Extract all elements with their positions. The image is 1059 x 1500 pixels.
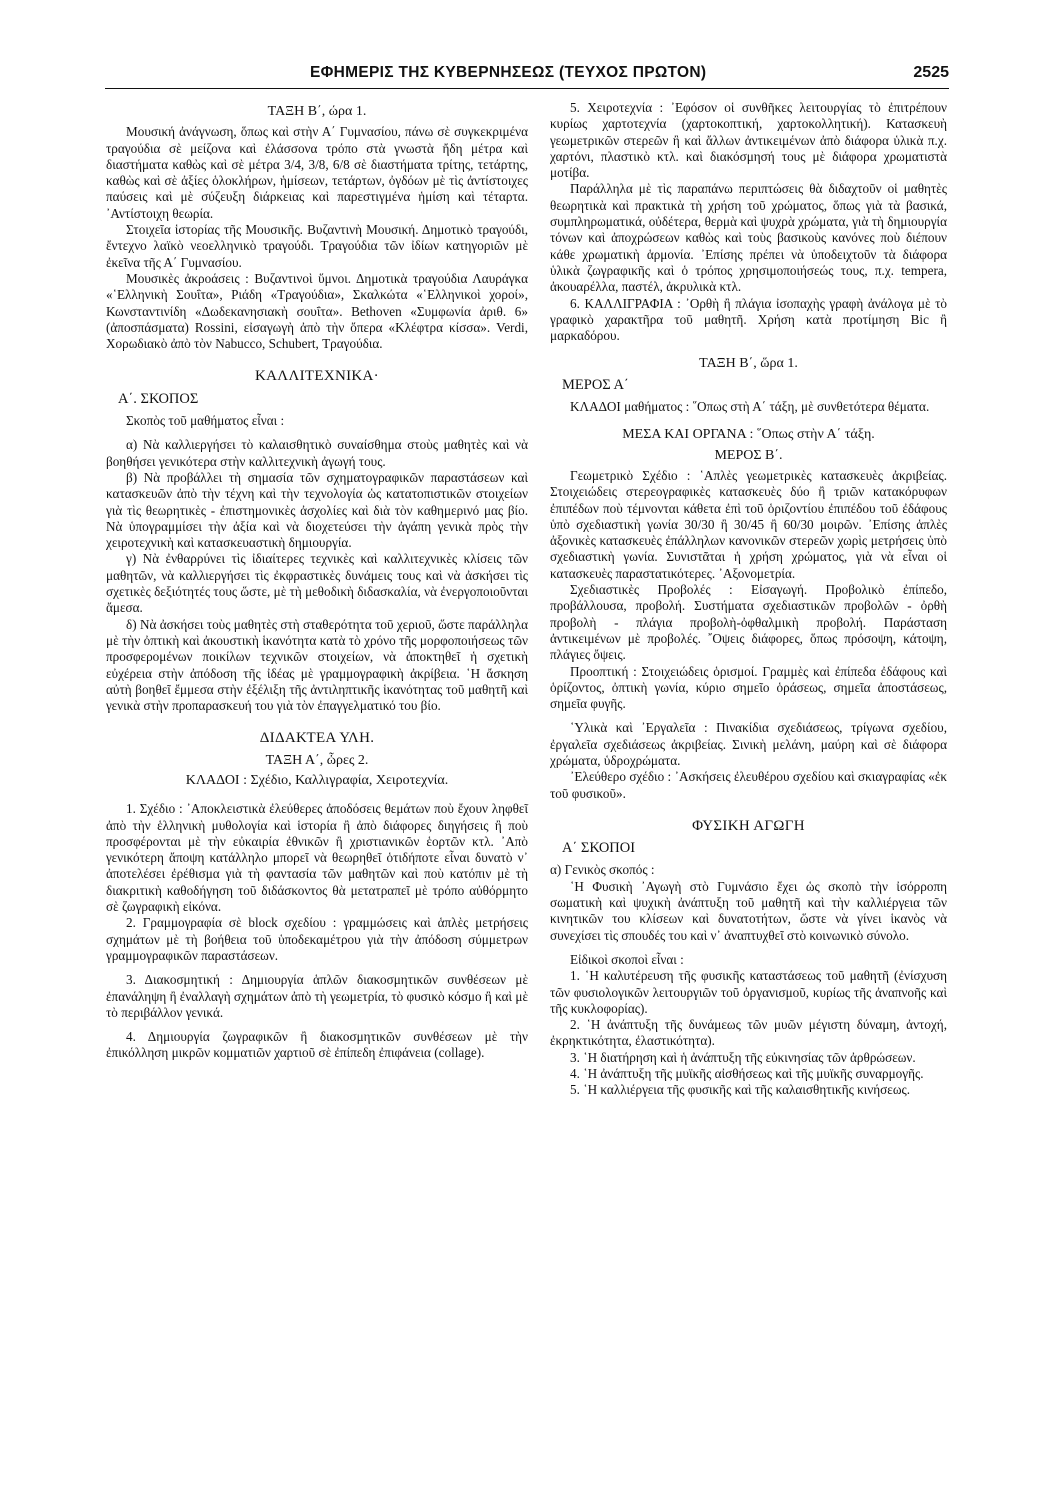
section-heading-didaktea: ΔΙΔΑΚΤΕΑ ΥΛΗ. <box>259 730 375 747</box>
list-item: 5. Χειροτεχνία : ᾽Εφόσον οἱ συνθῆκες λειτουργίας τὸ ἐπιτρέπουν κυρίως χαρτοτεχνία (χαρτοκοπτική, χαρτοκολλητική). Κατασκευὴ γεωμετρικῶν στερεῶν ἢ καὶ ἄλλων ἀντικειμένων ἀπὸ διάφορα ὑλικὰ π.χ. χαρτόνι, πλαστικὸ κτλ. καὶ διακόσμησή τους μὲ διάφορα χρωματιστὰ μοτίβα. <box>550 100 947 181</box>
paragraph: Παράλληλα μὲ τὶς παραπάνω περιπτώσεις θὰ διδαχτοῦν οἱ μαθητὲς θεωρητικὰ καὶ πρακτικὰ τὴ χρήση τοῦ χρώματος, ὅπως γιὰ τὰ βασικά, συμπληρωματικά, οὐδέτερα, θερμὰ καὶ ψυχρὰ χρώματα, γιὰ τὴ δημιουργία τόνων καὶ ἀποχρώσεων καθὼς καὶ τοὺς βασικοὺς κανόνες ποὺ διέπουν κάθε χρωματικὴ ἁρμονία. ᾽Επίσης πρέπει νὰ ὑποδειχτοῦν τὰ διάφορα ὑλικὰ ζωγραφικῆς καὶ ὁ τρόπος χρησιμοποιήσεώς τους, π.χ. tempera, ἀκουαρέλλα, παστέλ, ἀκρυλικὰ κτλ. <box>550 181 947 295</box>
page-header <box>70 60 949 88</box>
heading-meros-a: ΜΕΡΟΣ Α΄ <box>562 376 629 393</box>
list-item: 3. ῾Η διατήρηση καὶ ἡ ἀνάπτυξη τῆς εὐκινησίας τῶν ἀρθρώσεων. <box>570 1049 916 1065</box>
paragraph: α) Γενικὸς σκοπός : <box>550 862 655 878</box>
paragraph: ῾Η Φυσικὴ ᾽Αγωγὴ στὸ Γυμνάσιο ἔχει ὡς σκοπὸ τὴν ἰσόρροπη σωματικὴ καὶ ψυχικὴ ἀνάπτυξη τοῦ μαθητῆ καὶ τὴν καλλιέργεια τῶν κινητικῶν του κλίσεων καὶ δυνατοτήτων, ὥστε νὰ γίνει ἱκανὸς νὰ συνεχίσει τὶς σπουδές του καὶ ν᾽ ἀναπτυχθεῖ στὸ κοινωνικὸ σύνολο. <box>550 878 947 943</box>
subheading-skopoi: Α΄ ΣΚΟΠΟΙ <box>562 840 636 857</box>
paragraph: Μουσικὲς ἀκροάσεις : Βυζαντινοὶ ὕμνοι. Δημοτικὰ τραγούδια Λαυράγκα «῾Ελληνικὴ Σουΐτα», Ριάδη «Τραγούδια», Σκαλκώτα «῾Ελληνικοὶ χοροί», Κωνσταντινίδη «Δωδεκανησιακὴ σουΐτα». Bethoven «Συμφωνία ἀριθ. 6» (ἀποσπάσματα) Rossini, εἰσαγωγὴ ἀπὸ τὴν ὄπερα «Κλέφτρα κίσσα». Verdi, Χορωδιακὸ ἀπὸ τὸν Nabucco, Schubert, Τραγούδια. <box>106 270 528 352</box>
list-item: 2. Γραμμογραφία σὲ block σχεδίου : γραμμώσεις καὶ ἁπλὲς μετρήσεις σχημάτων μὲ τὴ βοήθεια τοῦ ὑποδεκαμέτρου γιὰ τὴν ἀπόδοση σύμμετρων γραμμογραφικῶν παραστάσεων. <box>106 915 528 963</box>
heading-taxi-a: ΤΑΞΗ Α΄, ὧρες 2. <box>265 752 369 768</box>
list-item: 6. ΚΑΛΛΙΓΡΑΦΙΑ : ᾽Ορθὴ ἢ πλάγια ἰσοπαχὴς γραφὴ ἀνάλογα μὲ τὸ γραφικὸ χαρακτῆρα τοῦ μαθητῆ. Χρήση κατὰ προτίμηση Bic ἢ μαρκαδόρου. <box>550 295 947 344</box>
paragraph: ᾽Ελεύθερο σχέδιο : ᾽Ασκήσεις ἐλευθέρου σχεδίου καὶ σκιαγραφίας «ἐκ τοῦ φυσικοῦ». <box>550 769 947 801</box>
paragraph: Σκοπὸς τοῦ μαθήματος εἶναι : <box>126 413 285 429</box>
list-item: β) Νὰ προβάλλει τὴ σημασία τῶν σχηματογραφικῶν παραστάσεων καὶ κατασκευῶν ἀπὸ τὴν τέχνη καὶ τὴν τεχνολογία ὡς κατατοπιστικῶν στοιχείων γιὰ τὶς θεωρητικὲς - ἐπιστημονικὲς ἀσχολίες καὶ διὰ τὸν καθημερινό μας βίο. Νὰ ὑπογραμμίσει τὴν ἀξία καὶ νὰ διοχετεύσει τὴν ἀγάπη γενικὰ πρὸς τὴν χειροτεχνικὴ καὶ κατασκευαστικὴ δημιουργία. <box>106 469 528 551</box>
header-rule <box>105 88 949 89</box>
right-column <box>550 100 947 1099</box>
paragraph: ῾Υλικὰ καὶ ᾽Εργαλεῖα : Πινακίδια σχεδιάσεως, τρίγωνα σχεδίου, ἐργαλεῖα σχεδιάσεως ἀκριβείας. Σινικὴ μελάνη, μαύρη καὶ σὲ διάφορα χρώματα, ὑδροχρώματα. <box>550 720 947 768</box>
subheading-skopos: Α΄. ΣΚΟΠΟΣ <box>118 390 199 407</box>
list-item: γ) Νὰ ἐνθαρρύνει τὶς ἰδιαίτερες τεχνικὲς καὶ καλλιτεχνικὲς κλίσεις τῶν μαθητῶν, νὰ καλλιεργήσει τὶς ἐκφραστικὲς δυνάμεις τους καὶ νὰ ἀσκήσει τὶς σχετικὲς δεξιότητές τους ὥστε, μὲ τὴ μεθοδικὴ διδασκαλία, νὰ ἐνεργοποιοῦνται ἄμεσα. <box>106 551 528 616</box>
section-heading-kallitexnika: ΚΑΛΛΙΤΕΧΝΙΚΑ· <box>255 368 379 385</box>
list-item: 4. Δημιουργία ζωγραφικῶν ἢ διακοσμητικῶν συνθέσεων μὲ τὴν ἐπικόλληση μικρῶν κομματιῶν χαρτιοῦ σὲ ἐπίπεδη ἐπιφάνεια (collage). <box>106 1029 528 1061</box>
page-number: 2525 <box>913 64 949 81</box>
list-item: 1. ῾Η καλυτέρευση τῆς φυσικῆς καταστάσεως τοῦ μαθητῆ (ἐνίσχυση τῶν φυσιολογικῶν λειτουργιῶν τοῦ ὀργανισμοῦ, κυρίως τῆς ἀναπνοῆς καὶ τῆς κυκλοφορίας). <box>550 968 947 1016</box>
paragraph: Μουσική ἀνάγνωση, ὅπως καὶ στὴν Α΄ Γυμνασίου, πάνω σὲ συγκεκριμένα τραγούδια σὲ μείζονα καὶ ἐλάσσονα τρόπο στὰ γνωστὰ ἤδη μέτρα καὶ διαστήματα καθὼς καὶ σὲ μέτρα 3/4, 3/8, 6/8 σὲ διαστήματα τρίτης, τετάρτης, καθὼς καὶ σὲ ἀξίες ὁλοκλήρων, ἡμίσεων, τετάρτων, ὀγδόων μὲ τὶς ἀντίστοιχες παύσεις καὶ μὲ σύζευξη διάρκειας καὶ παρεστιγμένα ἡμίση καὶ τέταρτα. ᾽Αντίστοιχη θεωρία. <box>106 124 528 221</box>
list-item: α) Νὰ καλλιεργήσει τὸ καλαισθητικὸ συναίσθημα στοὺς μαθητὲς καὶ νὰ βοηθήσει γενικότερα στὴν καλλιτεχνικὴ ἀγωγή τους. <box>106 437 528 469</box>
paragraph: Γεωμετρικὸ Σχέδιο : ῾Απλὲς γεωμετρικὲς κατασκευὲς ἀκριβείας. Στοιχειώδεις στερεογραφικὲς κατασκευὲς δύο ἢ τριῶν κατακόρυφων ἐπιπέδων ποὺ τέμνονται κάθετα ἐπὶ τοῦ ὁριζοντίου ἐπιπέδου τοῦ ἐδάφους ὑπὸ σχεδιαστικὴ γωνία 30/30 ἢ 30/45 ἢ 60/30 μοιρῶν. ᾽Επίσης ἁπλὲς ἀξονικὲς κατασκευὲς ἐπάλληλων κανονικῶν στερεῶν χωρὶς μετρήσεις ὑπὸ σχεδιαστικὴ γωνία. Συνιστᾶται ἡ χρήση χρώματος, γιὰ νὰ εἶναι οἱ κατασκευὲς παραστατικότερες. ᾽Αξονομετρία. <box>550 467 947 581</box>
heading-taxi-b-music: ΤΑΞΗ Β΄, ώρα 1. <box>267 104 367 119</box>
list-item: 5. ῾Η καλλιέργεια τῆς φυσικῆς καὶ τῆς καλαισθητικῆς κινήσεως. <box>570 1082 911 1098</box>
section-heading-fysiki-agogi: ΦΥΣΙΚΗ ΑΓΩΓΗ <box>692 817 805 834</box>
paragraph: ΚΛΑΔΟΙ μαθήματος : ῞Οπως στὴ Α΄ τάξη, μὲ συνθετότερα θέματα. <box>570 399 930 415</box>
paragraph: Στοιχεῖα ἱστορίας τῆς Μουσικῆς. Βυζαντινὴ Μουσική. Δημοτικὸ τραγούδι, ἔντεχνο λαϊκὸ νεοελληνικὸ τραγούδι. Τραγούδια τῶν ἰδίων κατηγοριῶν μὲ ἐκεῖνα τῆς Α΄ Γυμνασίου. <box>106 222 528 270</box>
paragraph: Σχεδιαστικὲς Προβολές : Εἰσαγωγή. Προβολικὸ ἐπίπεδο, προβάλλουσα, προβολή. Συστήματα σχεδιαστικῶν προβολῶν - ὀρθὴ προβολὴ - πλάγια προβολὴ-ὀφθαλμικὴ προβολή. Παράσταση ἀντικειμένων μὲ προβολές. ῎Οψεις διάφορες, ὅπως πρόσοψη, κάτοψη, πλάγιες ὄψεις. <box>550 582 947 663</box>
left-column <box>106 100 528 1062</box>
list-item: 4. ῾Η ἀνάπτυξη τῆς μυϊκῆς αἰσθήσεως καὶ τῆς μυϊκῆς συναρμογῆς. <box>570 1066 924 1082</box>
list-item: 2. ῾Η ἀνάπτυξη τῆς δυνάμεως τῶν μυῶν μέγιστη δύναμη, ἀντοχή, ἐκρηκτικότητα, ἐλαστικότητα). <box>550 1017 947 1049</box>
list-item: 1. Σχέδιο : ᾽Αποκλειστικὰ ἐλεύθερες ἀποδόσεις θεμάτων ποὺ ἔχουν ληφθεῖ ἀπὸ τὴν ἑλληνικὴ μυθολογία καὶ ἱστορία ἢ ἀπὸ διάφορες διηγήσεις ἢ ποὺ προσφέρονται μὲ τὴν εὐκαιρία ἐθνικῶν ἢ χριστιανικῶν ἑορτῶν κτλ. ᾽Απὸ γενικότερη ἄποψη κατάλληλο μπορεῖ νὰ θεωρηθεῖ ὁτιδήποτε εἶναι δυνατὸ ν᾽ ἀποτελέσει ἐρέθισμα γιὰ τὴ φαντασία τῶν μαθητῶν καὶ ποὺ κατόπιν μὲ τὴ διακριτικὴ καθοδήγηση τοῦ διδάσκοντος θὰ μετατραπεῖ μὲ τρόπο αὐθόρμητο σὲ ζωγραφικὴ εἰκόνα. <box>106 801 528 915</box>
heading-meros-b: ΜΕΡΟΣ Β΄. <box>714 447 783 463</box>
list-item: δ) Νὰ ἀσκήσει τοὺς μαθητὲς στὴ σταθερότητα τοῦ χεριοῦ, ὥστε παράλληλα μὲ τὴν ὀπτικὴ καὶ ἀκουστικὴ ἱκανότητα κατὰ τὸ χρόνο τῆς μορφοποιήσεως τῶν προσφερομένων ποικίλων τεχνικῶν στοιχείων, νὰ ἀποκτηθεῖ ἡ σχετικὴ εὐχέρεια στὴν ἀπόδοση τῆς ἰδέας μὲ γραμμογραφικὴ ἀκρίβεια. ῾Η ἄσκηση αὐτὴ βοηθεῖ ἔμμεσα στὴν ἐξέλιξη τῆς ἀντιληπτικῆς ἱκανότητας τοῦ μαθητῆ καὶ γενικὰ στὴν προπαρασκευή του γιὰ τὸν ἐπαγγελματικό του βίο. <box>106 616 528 714</box>
paragraph: Εἰδικοὶ σκοποὶ εἶναι : <box>570 951 684 967</box>
list-item: 3. Διακοσμητική : Δημιουργία ἁπλῶν διακοσμητικῶν συνθέσεων μὲ ἐπανάληψη ἢ ἐναλλαγὴ σχημάτων ἀπὸ τὴ γεωμετρία, τὸ φυσικὸ κόσμο ἢ καὶ μὲ τὸ περιβάλλον γενικά. <box>106 972 528 1020</box>
kladoi-line: ΚΛΑΔΟΙ : Σχέδιο, Καλλιγραφία, Χειροτεχνία. <box>185 772 449 788</box>
heading-taxi-b: ΤΑΞΗ Β΄, ὥρα 1. <box>699 356 798 372</box>
paragraph: Προοπτική : Στοιχειώδεις ὁρισμοί. Γραμμὲς καὶ ἐπίπεδα ἐδάφους καὶ ὁρίζοντος, ὀπτικὴ γωνία, κύριο σημεῖο ὁράσεως, σημεῖα ἀποστάσεως, σημεῖα φυγῆς. <box>550 663 947 712</box>
heading-mesa-organa: ΜΕΣΑ ΚΑΙ ΟΡΓΑΝΑ : ῞Οπως στὴν Α΄ τάξη. <box>622 427 875 443</box>
gazette-title: ΕΦΗΜΕΡΙΣ ΤΗΣ ΚΥΒΕΡΝΗΣΕΩΣ (ΤΕΥΧΟΣ ΠΡΩΤΟΝ) <box>310 64 707 81</box>
